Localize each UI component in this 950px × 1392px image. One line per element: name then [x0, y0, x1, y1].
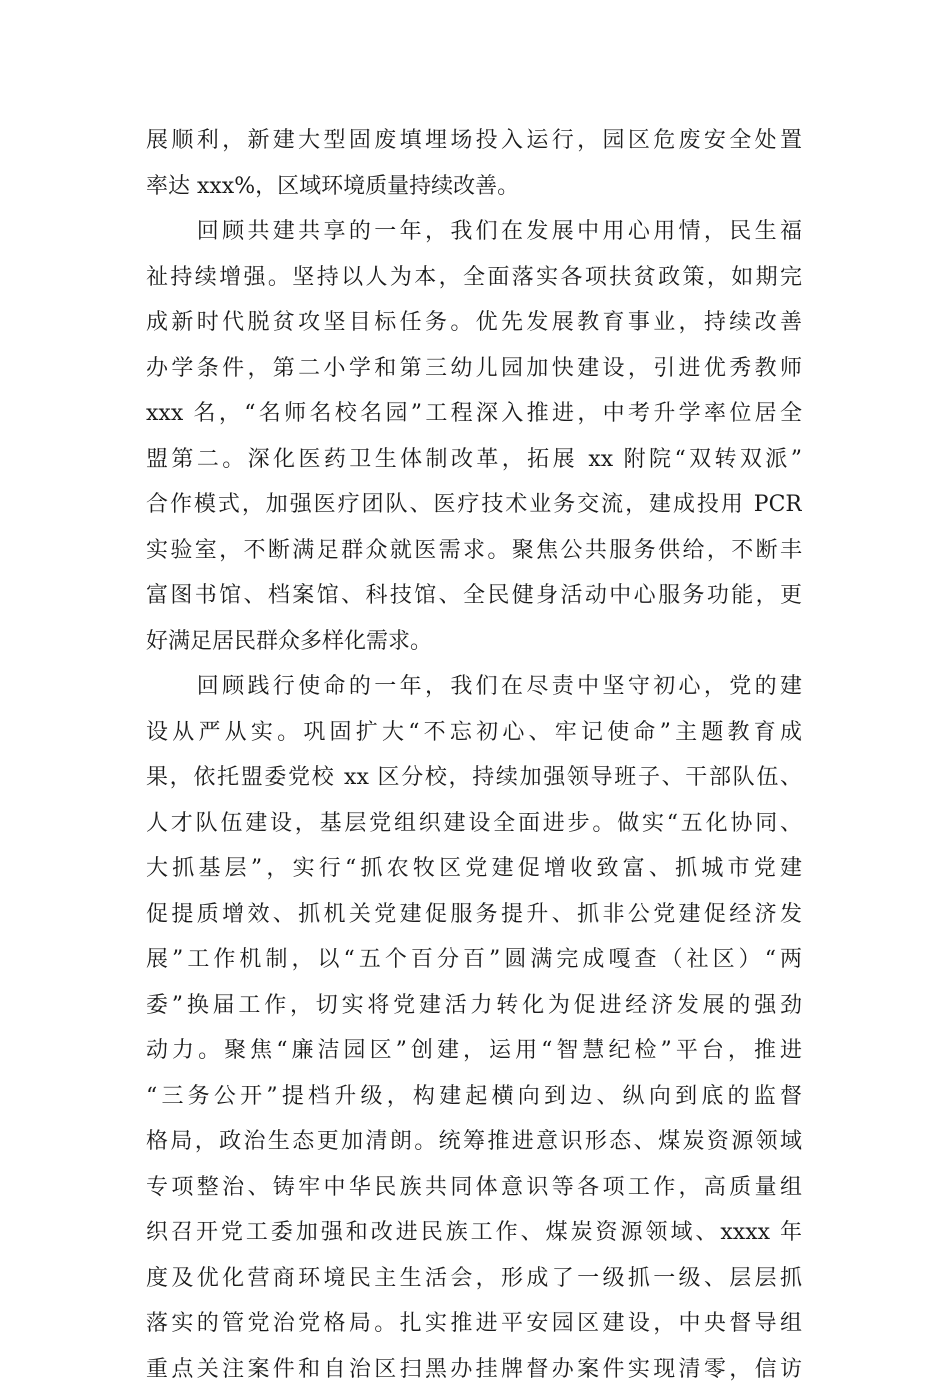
text-line: 动力。聚焦“廉洁园区”创建，运用“智慧纪检”平台，推进 — [146, 1028, 802, 1074]
body-text — [146, 118, 802, 1392]
text-line: 度及优化营商环境民主生活会，形成了一级抓一级、层层抓 — [146, 1256, 802, 1302]
text-line: 促提质增效、抓机关党建促服务提升、抓非公党建促经济发 — [146, 892, 802, 938]
text-line: 合作模式，加强医疗团队、医疗技术业务交流，建成投用 PCR — [146, 482, 802, 528]
text-line: 回顾共建共享的一年，我们在发展中用心用情，民生福 — [146, 209, 802, 255]
text-line: 格局，政治生态更加清朗。统筹推进意识形态、煤炭资源领域 — [146, 1119, 802, 1165]
text-line: “三务公开”提档升级，构建起横向到边、纵向到底的监督 — [146, 1074, 802, 1120]
text-line: xxx 名，“名师名校名园”工程深入推进，中考升学率位居全 — [146, 391, 802, 437]
text-line: 织召开党工委加强和改进民族工作、煤炭资源领域、xxxx 年 — [146, 1210, 802, 1256]
text-line: 率达 xxx%，区域环境质量持续改善。 — [146, 164, 802, 210]
text-line: 重点关注案件和自治区扫黑办挂牌督办案件实现清零，信访 — [146, 1347, 802, 1392]
text-line: 展”工作机制，以“五个百分百”圆满完成嘎查（社区）“两 — [146, 937, 802, 983]
text-line: 办学条件，第二小学和第三幼儿园加快建设，引进优秀教师 — [146, 346, 802, 392]
text-line: 富图书馆、档案馆、科技馆、全民健身活动中心服务功能，更 — [146, 573, 802, 619]
text-line: 展顺利，新建大型固废填埋场投入运行，园区危废安全处置 — [146, 118, 802, 164]
text-line: 祉持续增强。坚持以人为本，全面落实各项扶贫政策，如期完 — [146, 255, 802, 301]
text-line: 实验室，不断满足群众就医需求。聚焦公共服务供给，不断丰 — [146, 528, 802, 574]
text-line: 大抓基层”，实行“抓农牧区党建促增收致富、抓城市党建 — [146, 846, 802, 892]
text-line: 设从严从实。巩固扩大“不忘初心、牢记使命”主题教育成 — [146, 710, 802, 756]
text-line: 回顾践行使命的一年，我们在尽责中坚守初心，党的建 — [146, 664, 802, 710]
text-line: 委”换届工作，切实将党建活力转化为促进经济发展的强劲 — [146, 983, 802, 1029]
text-line: 落实的管党治党格局。扎实推进平安园区建设，中央督导组 — [146, 1301, 802, 1347]
text-line: 专项整治、铸牢中华民族共同体意识等各项工作，高质量组 — [146, 1165, 802, 1211]
text-line: 成新时代脱贫攻坚目标任务。优先发展教育事业，持续改善 — [146, 300, 802, 346]
text-line: 果，依托盟委党校 xx 区分校，持续加强领导班子、干部队伍、 — [146, 755, 802, 801]
text-line: 好满足居民群众多样化需求。 — [146, 619, 802, 665]
text-line: 盟第二。深化医药卫生体制改革，拓展 xx 附院“双转双派” — [146, 437, 802, 483]
text-line: 人才队伍建设，基层党组织建设全面进步。做实“五化协同、 — [146, 801, 802, 847]
